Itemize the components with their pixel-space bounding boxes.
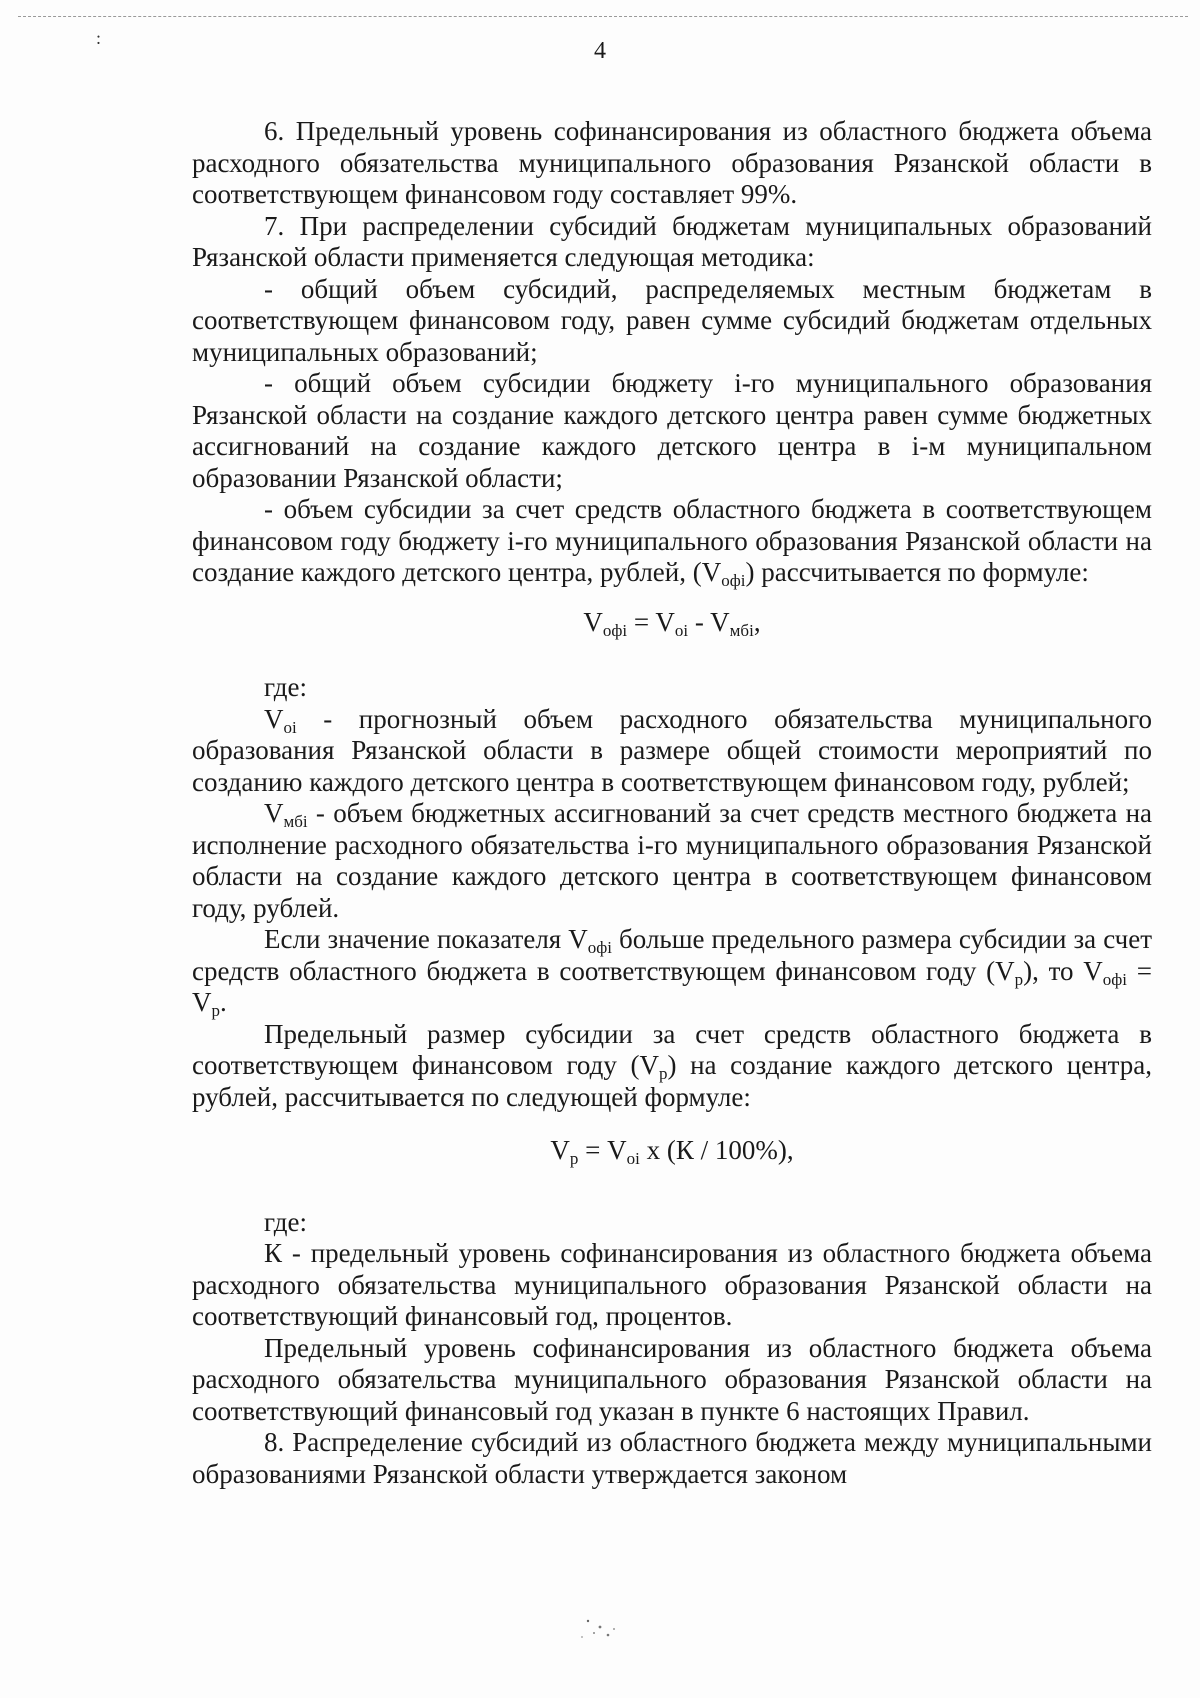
- scan-smudge: [570, 1615, 630, 1645]
- list-item-subsidy-per-municipality: - общий объем субсидии бюджету i-го муниципального образования Рязанской области на создание каждого детского центра равен сумме бюджетных ассигнований на создание каждого детского центра в i-м муниципальном образовании Рязанской области;: [192, 368, 1152, 493]
- where-label-1: где:: [264, 672, 307, 702]
- definition-v-oi: $V_{oi}$ - прогнозный объем расходного обязательства муниципального образования Рязанской области в размере общей стоимости мероприятий по созданию каждого детского центра в соответствующем финансовом году, рублей;: [192, 703, 1152, 797]
- formula-v-ofi: $V_{офi} = V_{oi} - V_{мбi}$,: [583, 606, 761, 640]
- scan-speck: :: [96, 28, 102, 48]
- formula-v-p: $V_р = V_{oi}$ x (К / 100%),: [550, 1135, 794, 1168]
- scan-top-edge: [18, 16, 1188, 17]
- document-body: [192, 116, 1152, 1490]
- definition-v-mbi: $V_{мбi}$ - объем бюджетных ассигнований за счет средств местного бюджета на исполнение расходного обязательства i-го муниципального образования Рязанской области на создание каждого детского центра в соответствующем финансовом году, рублей.: [192, 798, 1152, 923]
- definition-k: К - предельный уровень софинансирования из областного бюджета объема расходного обязательства муниципального образования Рязанской области на соответствующий финансовый год, процентов.: [192, 1238, 1152, 1331]
- paragraph-condition: Если значение показателя $V_{офi}$ больше предельного размера субсидии за счет средств областного бюджета в соответствующем финансовом году $(V_р)$, то $V_{офi} = V_р$.: [192, 924, 1153, 1020]
- paragraph-6: 6. Предельный уровень софинансирования из областного бюджета объема расходного обязательства муниципального образования Рязанской области в соответствующем финансовом году составляет 99%.: [192, 116, 1152, 209]
- paragraph-8: 8. Распределение субсидий из областного бюджета между муниципальными образованиями Рязанской области утверждается законом: [192, 1427, 1152, 1489]
- list-item-regional-share: - объем субсидии за счет средств областного бюджета в соответствующем финансовом году бюджету i-го муниципального образования Рязанской области на создание каждого детского центра, рублей, $(V_{офi})$ рассчитывается по формуле:: [192, 494, 1152, 590]
- list-item-total-subsidy: - общий объем субсидий, распределяемых местным бюджетам в соответствующем финансовом году, равен сумме субсидий бюджетам отдельных муниципальных образований;: [192, 273, 1152, 367]
- paragraph-7: 7. При распределении субсидий бюджетам муниципальных образований Рязанской области применяется следующая методика:: [192, 210, 1152, 272]
- where-label-2: где:: [264, 1206, 307, 1237]
- paragraph-limit-level: Предельный уровень софинансирования из областного бюджета объема расходного обязательства муниципального образования Рязанской области на соответствующий финансовый год указан в пункте 6 настоящих Правил.: [192, 1332, 1152, 1426]
- page-number: 4: [594, 38, 606, 64]
- paragraph-limit-size: Предельный размер субсидии за счет средств областного бюджета в соответствующем финансовом году $(V_р)$ на создание каждого детского центра, рублей, рассчитывается по следующей формуле:: [192, 1018, 1152, 1112]
